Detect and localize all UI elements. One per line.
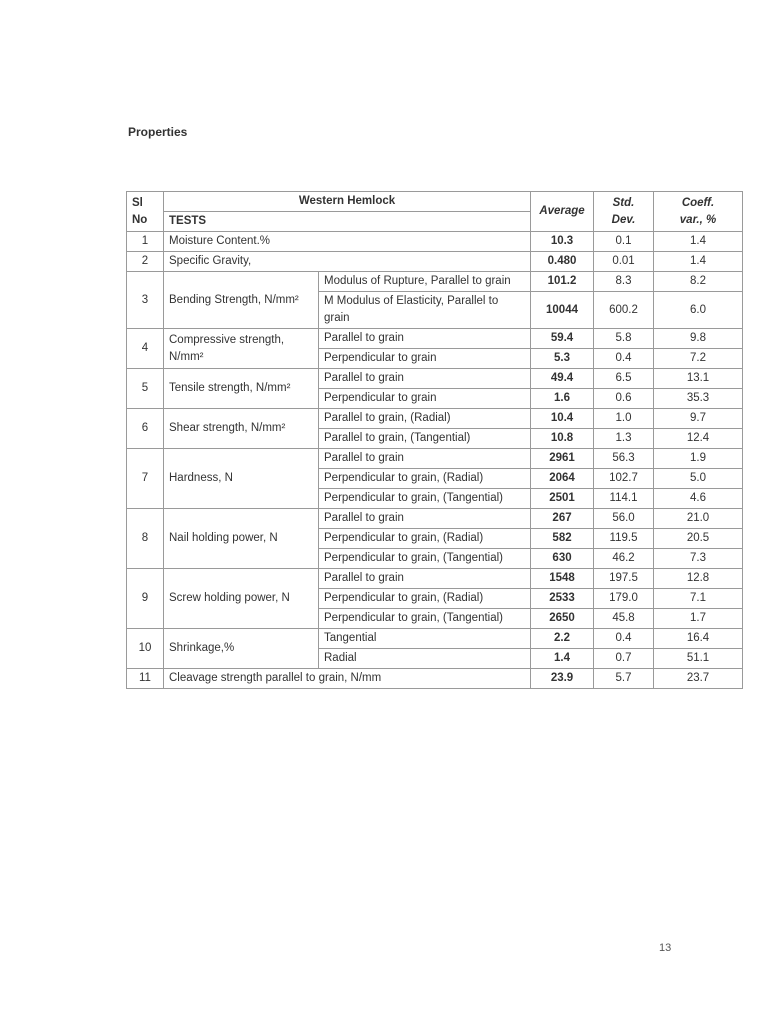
average-value: 1.4 (531, 649, 594, 669)
test-name: Tensile strength, N/mm² (164, 369, 319, 409)
coeff-var-value: 1.4 (654, 252, 743, 272)
coeff-var-value: 20.5 (654, 529, 743, 549)
header-sl-text: Sl (132, 196, 143, 209)
test-name: Compressive strength, N/mm² (164, 329, 319, 369)
std-dev-value: 1.3 (594, 429, 654, 449)
average-value: 2533 (531, 589, 594, 609)
row-number: 5 (127, 369, 164, 409)
std-dev-value: 6.5 (594, 369, 654, 389)
average-value: 49.4 (531, 369, 594, 389)
test-condition: Perpendicular to grain, (Tangential) (319, 609, 531, 629)
row-number: 7 (127, 449, 164, 509)
row-number: 2 (127, 252, 164, 272)
properties-table (126, 191, 743, 689)
coeff-var-value: 7.1 (654, 589, 743, 609)
std-dev-value: 600.2 (594, 292, 654, 329)
test-condition: Perpendicular to grain, (Radial) (319, 529, 531, 549)
row-number: 4 (127, 329, 164, 369)
row-number: 9 (127, 569, 164, 629)
test-name: Bending Strength, N/mm² (164, 272, 319, 329)
std-dev-value: 114.1 (594, 489, 654, 509)
header-row-1 (127, 192, 743, 212)
average-value: 23.9 (531, 669, 594, 689)
table-row (127, 569, 743, 589)
test-condition: Perpendicular to grain, (Radial) (319, 589, 531, 609)
table-row (127, 629, 743, 649)
test-condition: Tangential (319, 629, 531, 649)
test-condition: Perpendicular to grain (319, 389, 531, 409)
header-var-text: var., % (679, 213, 717, 226)
average-value: 630 (531, 549, 594, 569)
coeff-var-value: 21.0 (654, 509, 743, 529)
average-value: 10.8 (531, 429, 594, 449)
std-dev-value: 179.0 (594, 589, 654, 609)
header-std-dev (594, 192, 654, 232)
test-condition: Parallel to grain, (Tangential) (319, 429, 531, 449)
test-name: Hardness, N (164, 449, 319, 509)
test-condition: Perpendicular to grain, (Radial) (319, 469, 531, 489)
section-heading: Properties (128, 125, 188, 139)
table-row (127, 449, 743, 469)
coeff-var-value: 9.8 (654, 329, 743, 349)
table-row (127, 369, 743, 389)
table-body (127, 232, 743, 689)
std-dev-value: 0.6 (594, 389, 654, 409)
header-dev-text: Dev. (611, 213, 636, 226)
test-condition: Parallel to grain (319, 329, 531, 349)
average-value: 2650 (531, 609, 594, 629)
coeff-var-value: 9.7 (654, 409, 743, 429)
std-dev-value: 46.2 (594, 549, 654, 569)
average-value: 10.3 (531, 232, 594, 252)
header-std-text: Std. (612, 196, 635, 209)
test-name: Shear strength, N/mm² (164, 409, 319, 449)
table-row (127, 329, 743, 349)
row-number: 1 (127, 232, 164, 252)
average-value: 0.480 (531, 252, 594, 272)
average-value: 59.4 (531, 329, 594, 349)
row-number: 3 (127, 272, 164, 329)
test-condition: Perpendicular to grain, (Tangential) (319, 549, 531, 569)
test-condition: Radial (319, 649, 531, 669)
coeff-var-value: 16.4 (654, 629, 743, 649)
coeff-var-value: 1.7 (654, 609, 743, 629)
row-number: 6 (127, 409, 164, 449)
std-dev-value: 56.3 (594, 449, 654, 469)
header-tests: TESTS (164, 212, 531, 232)
coeff-var-value: 1.9 (654, 449, 743, 469)
std-dev-value: 0.7 (594, 649, 654, 669)
std-dev-value: 5.8 (594, 329, 654, 349)
row-number: 8 (127, 509, 164, 569)
average-value: 2.2 (531, 629, 594, 649)
header-coeff-var (654, 192, 743, 232)
std-dev-value: 5.7 (594, 669, 654, 689)
test-condition: Perpendicular to grain (319, 349, 531, 369)
coeff-var-value: 1.4 (654, 232, 743, 252)
average-value: 2501 (531, 489, 594, 509)
average-value: 267 (531, 509, 594, 529)
row-number: 10 (127, 629, 164, 669)
table-row (127, 232, 743, 252)
std-dev-value: 0.1 (594, 232, 654, 252)
test-condition: Modulus of Rupture, Parallel to grain (319, 272, 531, 292)
header-coeff-text: Coeff. (681, 196, 715, 209)
average-value: 1548 (531, 569, 594, 589)
coeff-var-value: 12.8 (654, 569, 743, 589)
table-row (127, 252, 743, 272)
std-dev-value: 102.7 (594, 469, 654, 489)
test-condition: M Modulus of Elasticity, Parallel to grain (319, 292, 531, 329)
test-condition: Parallel to grain, (Radial) (319, 409, 531, 429)
test-condition: Perpendicular to grain, (Tangential) (319, 489, 531, 509)
average-value: 5.3 (531, 349, 594, 369)
average-value: 582 (531, 529, 594, 549)
coeff-var-value: 13.1 (654, 369, 743, 389)
average-value: 2961 (531, 449, 594, 469)
std-dev-value: 0.4 (594, 629, 654, 649)
std-dev-value: 8.3 (594, 272, 654, 292)
row-number: 11 (127, 669, 164, 689)
test-name: Screw holding power, N (164, 569, 319, 629)
page-number: 13 (659, 942, 672, 954)
std-dev-value: 197.5 (594, 569, 654, 589)
test-name: Nail holding power, N (164, 509, 319, 569)
test-name: Cleavage strength parallel to grain, N/mm (164, 669, 531, 689)
average-value: 10.4 (531, 409, 594, 429)
average-value: 2064 (531, 469, 594, 489)
table-row (127, 272, 743, 292)
header-average: Average (531, 192, 594, 232)
coeff-var-value: 7.2 (654, 349, 743, 369)
test-name: Specific Gravity, (164, 252, 531, 272)
coeff-var-value: 5.0 (654, 469, 743, 489)
test-condition: Parallel to grain (319, 569, 531, 589)
std-dev-value: 56.0 (594, 509, 654, 529)
std-dev-value: 0.01 (594, 252, 654, 272)
test-condition: Parallel to grain (319, 369, 531, 389)
std-dev-value: 45.8 (594, 609, 654, 629)
std-dev-value: 1.0 (594, 409, 654, 429)
test-name: Moisture Content.% (164, 232, 531, 252)
test-condition: Parallel to grain (319, 449, 531, 469)
header-sl-no (127, 192, 164, 232)
std-dev-value: 119.5 (594, 529, 654, 549)
table-row (127, 409, 743, 429)
coeff-var-value: 35.3 (654, 389, 743, 409)
coeff-var-value: 7.3 (654, 549, 743, 569)
table-row (127, 669, 743, 689)
test-condition: Parallel to grain (319, 509, 531, 529)
header-species: Western Hemlock (164, 192, 531, 212)
header-no-text: No (132, 213, 148, 226)
coeff-var-value: 4.6 (654, 489, 743, 509)
coeff-var-value: 6.0 (654, 292, 743, 329)
coeff-var-value: 51.1 (654, 649, 743, 669)
coeff-var-value: 23.7 (654, 669, 743, 689)
average-value: 10044 (531, 292, 594, 329)
coeff-var-value: 12.4 (654, 429, 743, 449)
table-row (127, 509, 743, 529)
test-name: Shrinkage,% (164, 629, 319, 669)
coeff-var-value: 8.2 (654, 272, 743, 292)
average-value: 1.6 (531, 389, 594, 409)
average-value: 101.2 (531, 272, 594, 292)
std-dev-value: 0.4 (594, 349, 654, 369)
